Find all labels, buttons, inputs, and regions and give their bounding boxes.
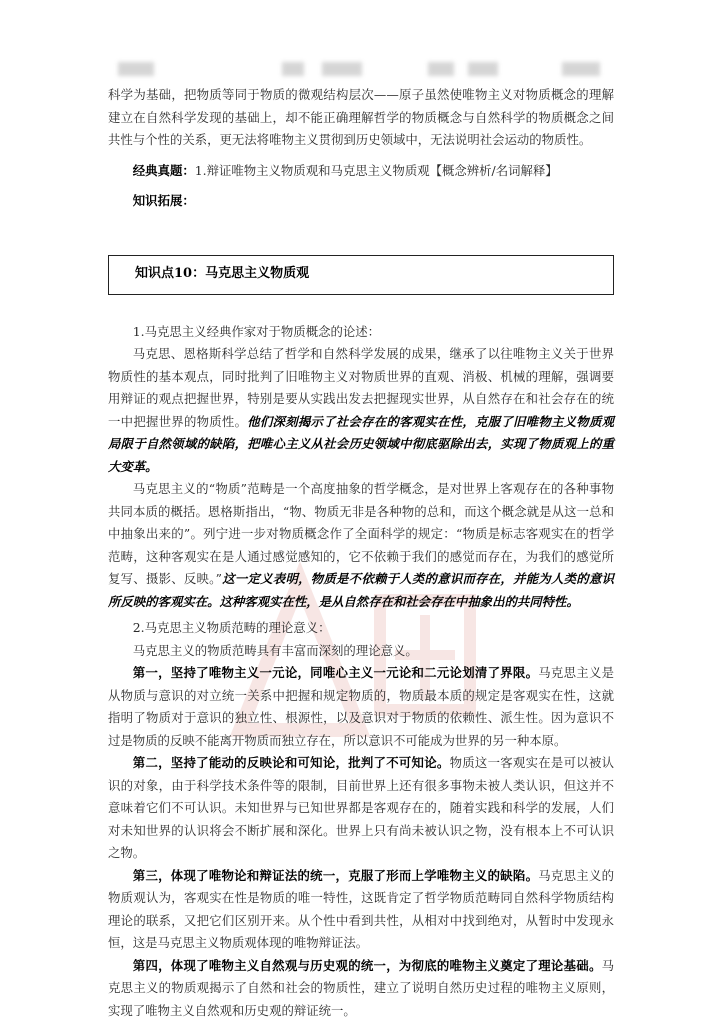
knowledge-point-title: 知识点10：马克思主义物质观 bbox=[135, 263, 309, 286]
emphasis-text: 他们深刻揭示了社会存在的客观实在性，克服了旧唯物主义物质观局限于自然领域的缺陷，把唯心主义从社会历史领域中彻底驱除出去，实现了物质观上的重大变革。 bbox=[108, 414, 614, 474]
point-first-heading: 第一，坚持了唯物主义一元论，同唯心主义一元论和二元论划清了界限。 bbox=[133, 665, 538, 680]
header-redacted-bar bbox=[0, 58, 720, 80]
paragraph-text: 马克思主义的“物质”范畴是一个高度抽象的哲学概念，是对世界上客观存在的各种事物共同本质的概括。恩格斯指出，“物、物质无非是各种物的总和，而这个概念就是从这一总和中抽象出来的”。列宁进一步对物质概念作了全面科学的规定：“物质是标志客观实在的哲学范畴，这种客观实在是人通过感觉感知的，它不依赖于我们的感觉而存在，为我们的感觉所复写、摄影、反映。” bbox=[108, 481, 614, 586]
point-fourth bbox=[108, 955, 614, 1022]
redacted-block bbox=[562, 62, 600, 76]
point-second-text: 物质这一客观实在是可以被认识的对象，由于科学技术条件等的限制，目前世界上还有很多事物未被人类认识，但这并不意味着它们不可认识。未知世界与已知世界都是客观存在的，随着实践和科学的发展，人们对未知世界的认识将会不断扩展和深化。世界上只有尚未被认识之物，没有根本上不可认识之物。 bbox=[108, 755, 614, 860]
section-1-title: 1.马克思主义经典作家对于物质概念的论述： bbox=[108, 321, 614, 344]
paragraph-text: 马克思、恩格斯科学总结了哲学和自然科学发展的成果，继承了以往唯物主义关于世界物质性的基本观点，同时批判了旧唯物主义对物质世界的直观、消极、机械的理解，强调要用辩证的观点把握世界，特别是要从实践出发去把握现实世界，从自然存在和社会存在的统一中把握世界的物质性。 bbox=[108, 346, 614, 429]
point-fourth-heading: 第四，体现了唯物主义自然观与历史观的统一，为彻底的唯物主义奠定了理论基础。 bbox=[133, 958, 602, 973]
redacted-block bbox=[322, 62, 362, 76]
point-third-text: 马克思主义的物质观认为，客观实在性是物质的唯一特性，这既肯定了哲学物质范畴同自然科学物质结构理论的联系，又把它们区别开来。从个性中看到共性，从相对中找到绝对，从暂时中发现永恒，这是马克思主义物质观体现的唯物辩证法。 bbox=[108, 868, 614, 951]
knowledge-point-box bbox=[108, 255, 614, 295]
redacted-block bbox=[118, 62, 154, 76]
redacted-block bbox=[428, 62, 454, 76]
intro-paragraph: 科学为基础，把物质等同于物质的微观结构层次——原子虽然使唯物主义对物质概念的理解建立在自然科学发现的基础上，却不能正确理解哲学的物质概念与自然科学的物质概念之间共性与个性的关系，更无法将唯物主义贯彻到历史领域中，无法说明社会运动的物质性。 bbox=[108, 84, 614, 152]
redacted-block bbox=[468, 62, 498, 76]
point-second-heading: 第二，坚持了能动的反映论和可知论，批判了不可知论。 bbox=[133, 755, 450, 770]
section-1-paragraph-2 bbox=[108, 478, 614, 613]
knowledge-extension-line bbox=[108, 190, 614, 213]
point-first bbox=[108, 662, 614, 752]
knowledge-extension-label: 知识拓展： bbox=[133, 193, 195, 208]
section-2-intro: 马克思主义的物质范畴具有丰富而深刻的理论意义。 bbox=[108, 640, 614, 663]
point-fourth-text: 马克思主义的物质观揭示了自然和社会的物质性，建立了说明自然历史过程的唯物主义原则，实现了唯物主义自然观和历史观的辩证统一。 bbox=[108, 958, 614, 1018]
point-third-heading: 第三，体现了唯物论和辩证法的统一，克服了形而上学唯物主义的缺陷。 bbox=[133, 868, 538, 883]
classic-exam-line bbox=[108, 160, 614, 183]
redacted-block bbox=[282, 62, 304, 76]
classic-exam-text: 1.辩证唯物主义物质观和马克思主义物质观【概念辨析/名词解释】 bbox=[195, 163, 558, 178]
section-1-paragraph-1 bbox=[108, 343, 614, 478]
section-2-title: 2.马克思主义物质范畴的理论意义： bbox=[108, 617, 614, 640]
classic-exam-label: 经典真题： bbox=[133, 163, 195, 178]
point-first-text: 马克思主义是从物质与意识的对立统一关系中把握和规定物质的，物质最本质的规定是客观实在性，这就指明了物质对于意识的独立性、根源性，以及意识对于物质的依赖性、派生性。因为意识不过是物质的反映不能离开物质而独立存在，所以意识不可能成为世界的另一种本原。 bbox=[108, 665, 614, 748]
emphasis-text: 这一定义表明，物质是不依赖于人类的意识而存在，并能为人类的意识所反映的客观实在。这种客观实在性，是从自然存在和社会存在中抽象出的共同特性。 bbox=[108, 571, 614, 609]
document-body bbox=[108, 84, 614, 1022]
point-second bbox=[108, 752, 614, 865]
point-third bbox=[108, 865, 614, 955]
